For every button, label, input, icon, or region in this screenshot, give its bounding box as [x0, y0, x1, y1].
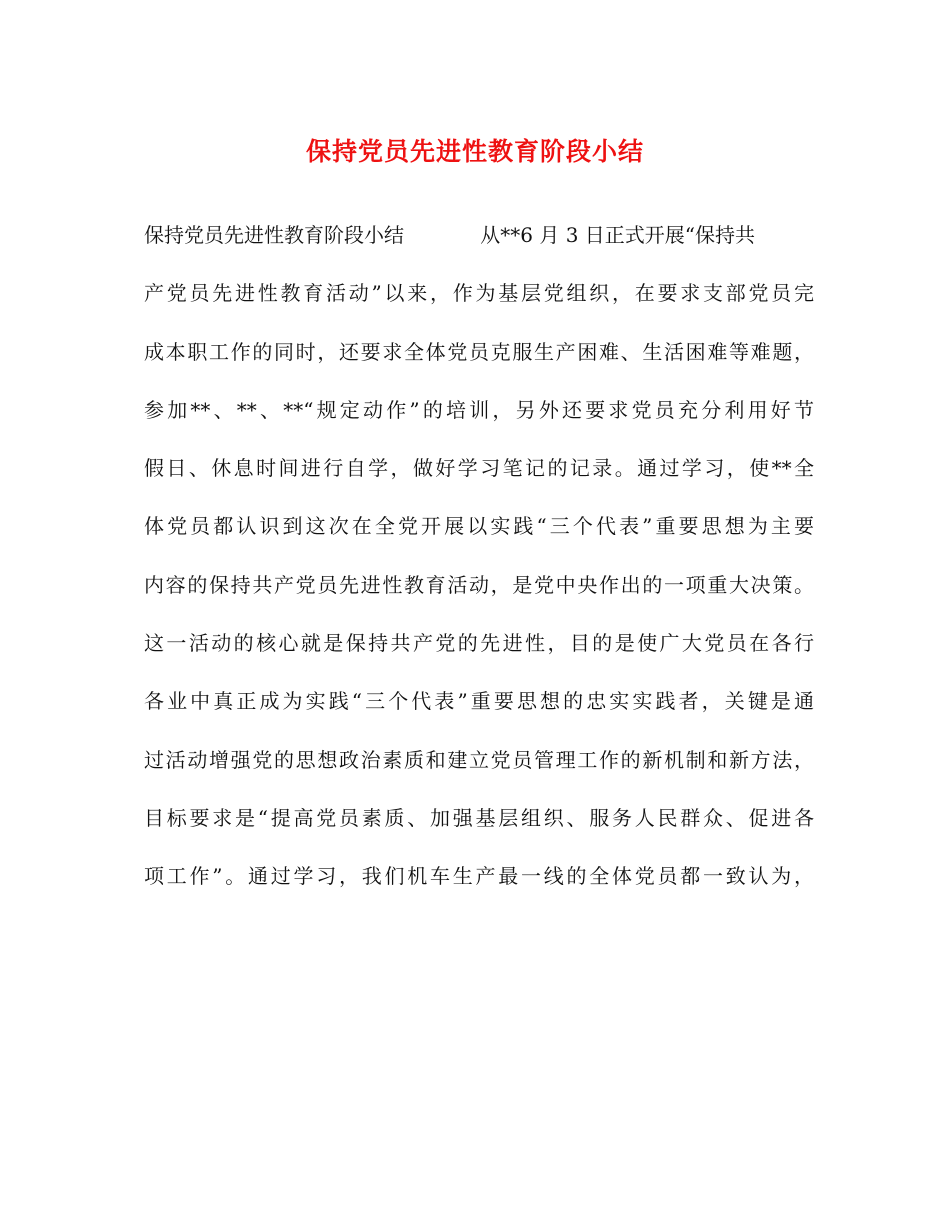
body-line: 各业中真正成为实践“三个代表”重要思想的忠实实践者，关键是通 — [144, 689, 814, 714]
body-line: 体党员都认识到这次在全党开展以实践“三个代表”重要思想为主要 — [144, 514, 814, 539]
body-line: 参加**、**、**“规定动作”的培训，另外还要求党员充分利用好节 — [144, 397, 814, 422]
body-line: 这一活动的核心就是保持共产党的先进性，目的是使广大党员在各行 — [144, 631, 814, 656]
body-line: 过活动增强党的思想政治素质和建立党员管理工作的新机制和新方法， — [144, 747, 814, 772]
body-line: 成本职工作的同时，还要求全体党员克服生产困难、生活困难等难题， — [144, 339, 814, 364]
body-line: 内容的保持共产党员先进性教育活动，是党中央作出的一项重大决策。 — [144, 572, 814, 597]
body-line: 产党员先进性教育活动”以来，作为基层党组织，在要求支部党员完 — [144, 281, 814, 306]
body-line: 假日、休息时间进行自学，做好学习笔记的记录。通过学习，使**全 — [144, 456, 814, 481]
body-line: 保持党员先进性教育阶段小结 从**6 月 3 日正式开展“保持共 — [144, 223, 756, 247]
body-line: 项工作”。通过学习，我们机车生产最一线的全体党员都一致认为， — [144, 864, 814, 889]
body-line: 目标要求是“提高党员素质、加强基层组织、服务人民群众、促进各 — [144, 805, 814, 830]
document-body — [144, 215, 814, 915]
document-title: 保持党员先进性教育阶段小结 — [305, 137, 644, 166]
